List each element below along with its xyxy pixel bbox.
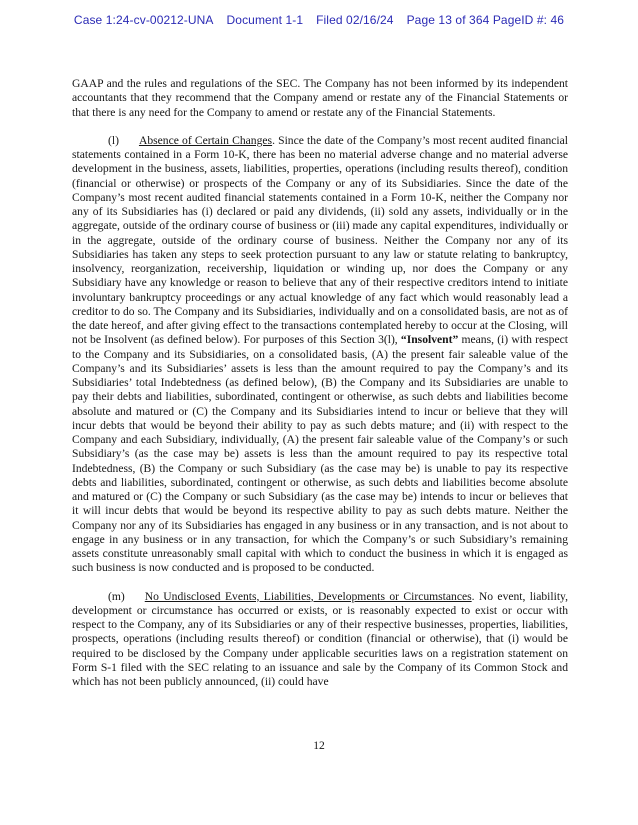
paragraph-section-m bbox=[72, 590, 568, 690]
section-l-body: . Since the date of the Company’s most recent audited financial statements contained in a Form 10-K, there has been no material adverse change and no material adverse development in the business, assets, liabilities, properties, operations (including results thereof), condition (financial or otherwise) or prospects of the Company or any of its Subsidiaries. Since the date of the Company’s most recent audited financial statements contained in a Form 10-K, neither the Company nor any of its Subsidiaries has (i) declared or paid any dividends, (ii) sold any assets, individually or in the aggregate, outside of the ordinary course of business or (iii) made any capital expenditures, individually or in the aggregate, outside of the ordinary course of business. Neither the Company nor any of its Subsidiaries has taken any steps to seek protection pursuant to any law or statute relating to bankruptcy, insolvency, reorganization, receivership, liquidation or winding up, nor does the Company or any Subsidiary have any knowledge or reason to believe that any of their respective creditors intend to initiate involuntary bankruptcy proceedings or any actual knowledge of any fact which would reasonably lead a creditor to do so. The Company and its Subsidiaries, individually and on a consolidated basis, are not as of the date hereof, and after giving effect to the transactions contemplated hereby to occur at the Closing, will not be Insolvent (as defined below). For purposes of this Section 3(l), bbox=[72, 133, 569, 347]
section-l-label: (l) bbox=[108, 133, 119, 147]
case-number: Case 1:24-cv-00212-UNA bbox=[73, 13, 214, 27]
paragraph-section-l bbox=[72, 134, 568, 576]
page-id: Page 13 of 364 PageID #: 46 bbox=[406, 13, 565, 27]
filed-date: Filed 02/16/24 bbox=[316, 13, 394, 27]
insolvent-defined-term: “Insolvent” bbox=[400, 333, 459, 347]
section-m-heading: No Undisclosed Events, Liabilities, Developments or Circumstances bbox=[144, 589, 472, 603]
section-l-heading: Absence of Certain Changes bbox=[138, 133, 273, 147]
case-caption-header bbox=[0, 13, 638, 27]
page-number: 12 bbox=[313, 739, 325, 752]
document-body bbox=[72, 77, 568, 689]
document-number: Document 1-1 bbox=[226, 13, 304, 27]
section-m-body: . No event, liability, development or circumstance has occurred or exists, or is reasonably expected to exist or occur with respect to the Company, any of its Subsidiaries or any of their respective businesses, properties, liabilities, prospects, operations (including results thereof) or condition (financial or otherwise), that (i) would be required to be disclosed by the Company under applicable securities laws on a registration statement on Form S-1 filed with the SEC relating to an issuance and sale by the Company of its Common Stock and which has not been publicly announced, (ii) could have bbox=[72, 589, 569, 688]
section-m-label: (m) bbox=[108, 589, 125, 603]
paragraph-gaap-text: GAAP and the rules and regulations of the SEC. The Company has not been informed by its independent accountants that they recommend that the Company amend or restate any of the Financial Statements or that there is any need for the Company to amend or restate any of the Financial Statements. bbox=[72, 77, 568, 119]
section-l-body-continued: means, (i) with respect to the Company and its Subsidiaries, on a consolidated basis, (A) the present fair saleable value of the Company’s and its Subsidiaries’ assets is less than the amount required to pay the Company’s and its Subsidiaries’ total Indebtedness (as defined below), (B) the Company and its Subsidiaries are unable to pay their debts and liabilities, subordinated, contingent or otherwise, as such debts and liabilities become absolute and matured or (C) the Company and its Subsidiaries intend to incur or believe that they will incur debts that would be beyond their ability to pay as such debts mature; and (ii) with respect to the Company and each Subsidiary, individually, (A) the present fair saleable value of the Company’s or such Subsidiary’s (as the case may be) assets is less than the amount required to pay its respective total Indebtedness, (B) the Company or such Subsidiary (as the case may be) is unable to pay its respective debts and liabilities, subordinated, contingent or otherwise, as such debts and liabilities become absolute and matured or (C) the Company or such Subsidiary (as the case may be) intends to incur or believes that it will incur debts that would be beyond its respective ability to pay as such debts mature. Neither the Company nor any of its Subsidiaries has engaged in any business or in any transaction, and is not about to engage in any business or in any transaction, for which the Company’s or such Subsidiary’s remaining assets constitute unreasonably small capital with which to conduct the business in which it is engaged as such business is now conducted and is proposed to be conducted. bbox=[72, 333, 568, 575]
paragraph-gaap-continuation bbox=[72, 77, 568, 120]
